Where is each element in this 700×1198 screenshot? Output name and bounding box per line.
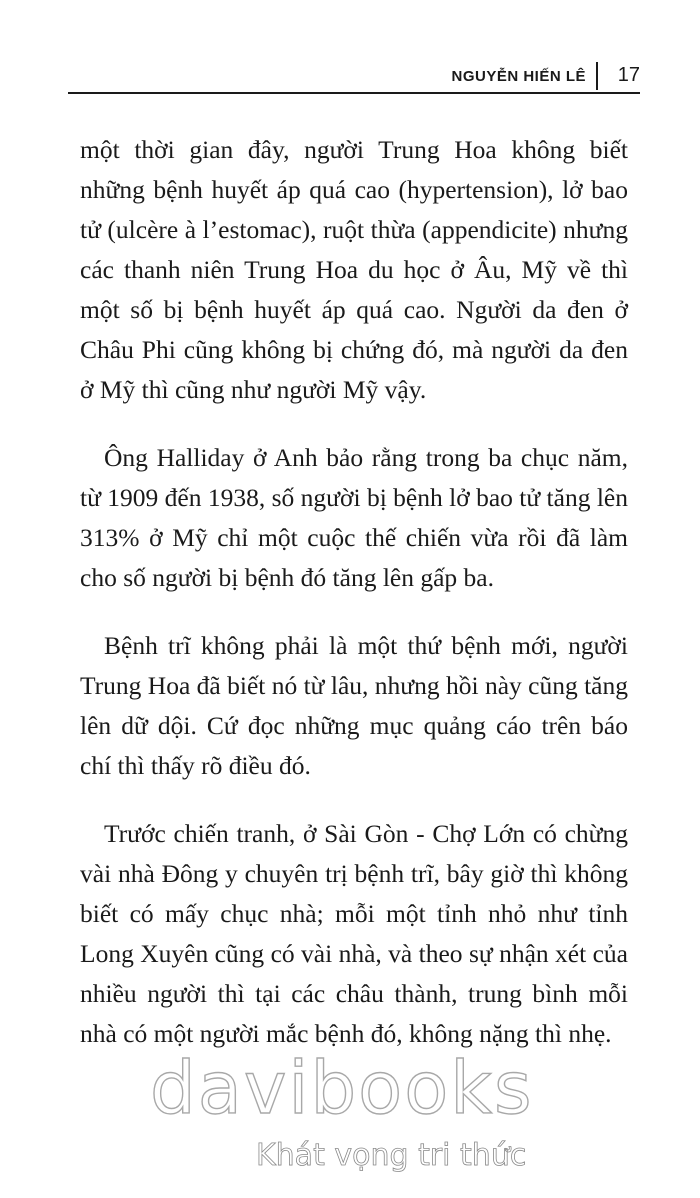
header-author: NGUYỄN HIẾN LÊ <box>451 68 586 85</box>
watermark <box>150 1046 550 1186</box>
paragraph-4: Trước chiến tranh, ở Sài Gòn - Chợ Lớn có chừng vài nhà Đông y chuyên trị bệnh trĩ, bây giờ thì không biết có mấy chục nhà; mỗi một tỉnh nhỏ như tỉnh Long Xuyên cũng có vài nhà, và theo sự nhận xét của nhiều người thì tại các châu thành, trung bình mỗi nhà có một người mắc bệnh đó, không nặng thì nhẹ. <box>80 819 628 1048</box>
header-rule <box>68 92 640 94</box>
page-number: 17 <box>617 64 640 86</box>
paragraph-2: Ông Halliday ở Anh bảo rằng trong ba chục năm, từ 1909 đến 1938, số người bị bệnh lở bao tử tăng lên 313% ở Mỹ chỉ một cuộc thế chiến vừa rồi đã làm cho số người bị bệnh đó tăng lên gấp ba. <box>80 443 628 592</box>
body-text <box>80 130 628 1082</box>
watermark-brand: davibooks <box>150 1046 534 1130</box>
header-separator <box>596 62 598 90</box>
watermark-tagline: Khát vọng tri thức <box>256 1138 527 1173</box>
paragraph-1: một thời gian đây, người Trung Hoa không biết những bệnh huyết áp quá cao (hypertension), lở bao tử (ulcère à l’estomac), ruột thừa (appendicite) nhưng các thanh niên Trung Hoa du học ở Âu, Mỹ về thì một số bị bệnh huyết áp quá cao. Người da đen ở Châu Phi cũng không bị chứng đó, mà người da đen ở Mỹ thì cũng như người Mỹ vậy. <box>80 135 628 404</box>
paragraph-3: Bệnh trĩ không phải là một thứ bệnh mới, người Trung Hoa đã biết nó từ lâu, nhưng hồi này cũng tăng lên dữ dội. Cứ đọc những mục quảng cáo trên báo chí thì thấy rõ điều đó. <box>80 631 628 780</box>
running-header <box>68 62 640 94</box>
